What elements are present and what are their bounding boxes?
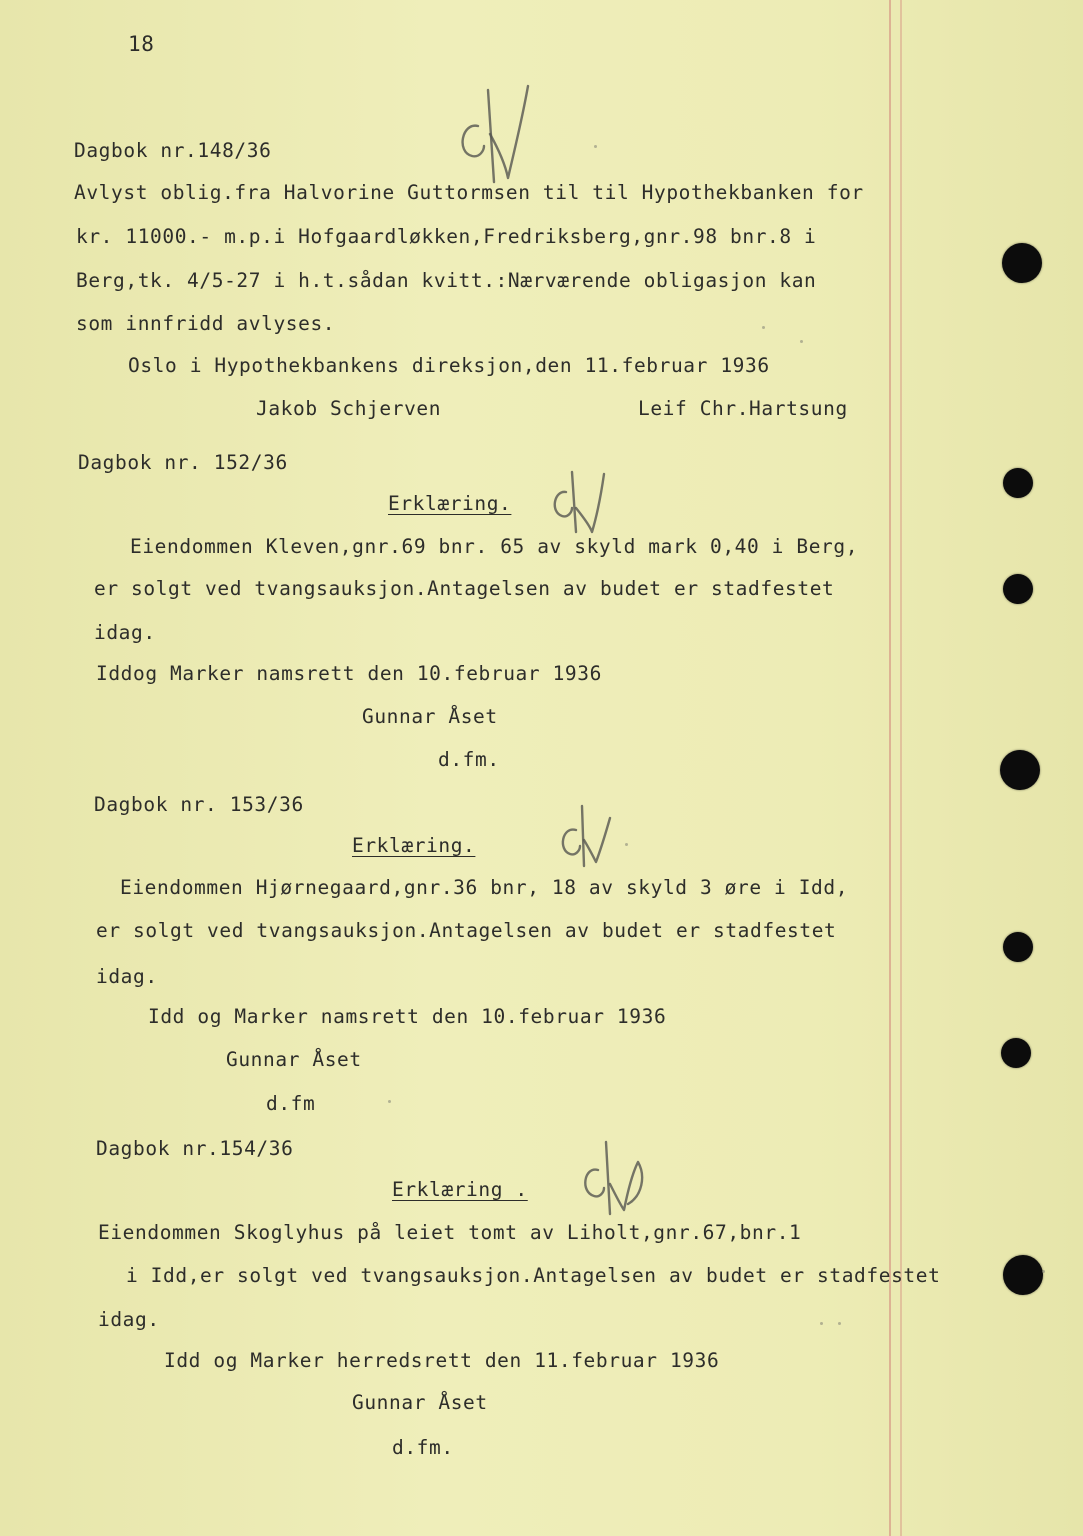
handwritten-initials-mark — [448, 82, 538, 192]
entry-3-line-1: Eiendommen Hjørnegaard,gnr.36 bnr, 18 av skyld 3 øre i Idd, — [120, 876, 849, 899]
punch-hole — [1003, 1255, 1043, 1295]
entry-1-line-1: Avlyst oblig.fra Halvorine Guttormsen til til Hypothekbanken for — [74, 181, 864, 204]
entry-1-signature-2: Leif Chr.Hartsung — [638, 397, 848, 420]
entry-3-line-3: idag. — [96, 965, 158, 988]
paper-speck — [388, 1100, 391, 1103]
entry-2-signature: Gunnar Åset — [362, 705, 498, 728]
paper-speck — [800, 340, 803, 343]
entry-3-signature: Gunnar Åset — [226, 1048, 362, 1071]
entry-1-signature-1: Jakob Schjerven — [256, 397, 442, 420]
punch-hole — [1003, 468, 1033, 498]
entry-3-line-2: er solgt ved tvangsauksjon.Antagelsen av budet er stadfestet — [96, 919, 837, 942]
entry-4-title: Erklæring . — [392, 1178, 528, 1201]
entry-1-line-4: som innfridd avlyses. — [76, 312, 336, 335]
entry-2-dfm: d.fm. — [438, 748, 500, 771]
entry-3-heading: Dagbok nr. 153/36 — [94, 793, 304, 816]
entry-4-place-date: Idd og Marker herredsrett den 11.februar 1936 — [164, 1349, 720, 1372]
punch-hole — [1003, 932, 1033, 962]
entry-1-line-2: kr. 11000.- m.p.i Hofgaardløkken,Fredriksberg,gnr.98 bnr.8 i — [76, 225, 817, 248]
paper-speck — [820, 1322, 823, 1325]
paper-speck — [762, 326, 765, 329]
punch-hole — [1002, 243, 1042, 283]
entry-2-place-date: Iddog Marker namsrett den 10.februar 1936 — [96, 662, 602, 685]
punch-hole — [1000, 750, 1040, 790]
paper-speck — [594, 145, 597, 148]
entry-1-line-3: Berg,tk. 4/5-27 i h.t.sådan kvitt.:Nærværende obligasjon kan — [76, 269, 817, 292]
margin-rule-inner — [889, 0, 891, 1536]
entry-3-dfm: d.fm — [266, 1092, 316, 1115]
punch-hole — [1001, 1038, 1031, 1068]
punch-hole — [1003, 574, 1033, 604]
entry-2-line-2: er solgt ved tvangsauksjon.Antagelsen av budet er stadfestet — [94, 577, 835, 600]
handwritten-initials-mark — [548, 804, 628, 874]
entry-1-place-date: Oslo i Hypothekbankens direksjon,den 11.februar 1936 — [128, 354, 770, 377]
entry-4-dfm: d.fm. — [392, 1436, 454, 1459]
paper-speck — [838, 1322, 841, 1325]
entry-1-heading: Dagbok nr.148/36 — [74, 139, 272, 162]
entry-4-signature: Gunnar Åset — [352, 1391, 488, 1414]
page-number: 18 — [128, 32, 155, 56]
entry-2-line-3: idag. — [94, 621, 156, 644]
entry-3-place-date: Idd og Marker namsrett den 10.februar 1936 — [148, 1005, 667, 1028]
entry-2-line-1: Eiendommen Kleven,gnr.69 bnr. 65 av skyld mark 0,40 i Berg, — [130, 535, 859, 558]
handwritten-initials-mark — [576, 1140, 666, 1220]
entry-4-heading: Dagbok nr.154/36 — [96, 1137, 294, 1160]
entry-4-line-3: idag. — [98, 1308, 160, 1331]
entry-4-line-1: Eiendommen Skoglyhus på leiet tomt av Liholt,gnr.67,bnr.1 — [98, 1221, 802, 1244]
paper-speck — [1042, 1270, 1045, 1273]
entry-4-line-2: i Idd,er solgt ved tvangsauksjon.Antagelsen av budet er stadfestet — [126, 1264, 941, 1287]
paper-speck — [625, 843, 628, 846]
entry-2-title: Erklæring. — [388, 492, 512, 515]
handwritten-initials-mark — [548, 468, 618, 538]
margin-rule-outer — [900, 0, 902, 1536]
entry-3-title: Erklæring. — [352, 834, 476, 857]
entry-2-heading: Dagbok nr. 152/36 — [78, 451, 288, 474]
